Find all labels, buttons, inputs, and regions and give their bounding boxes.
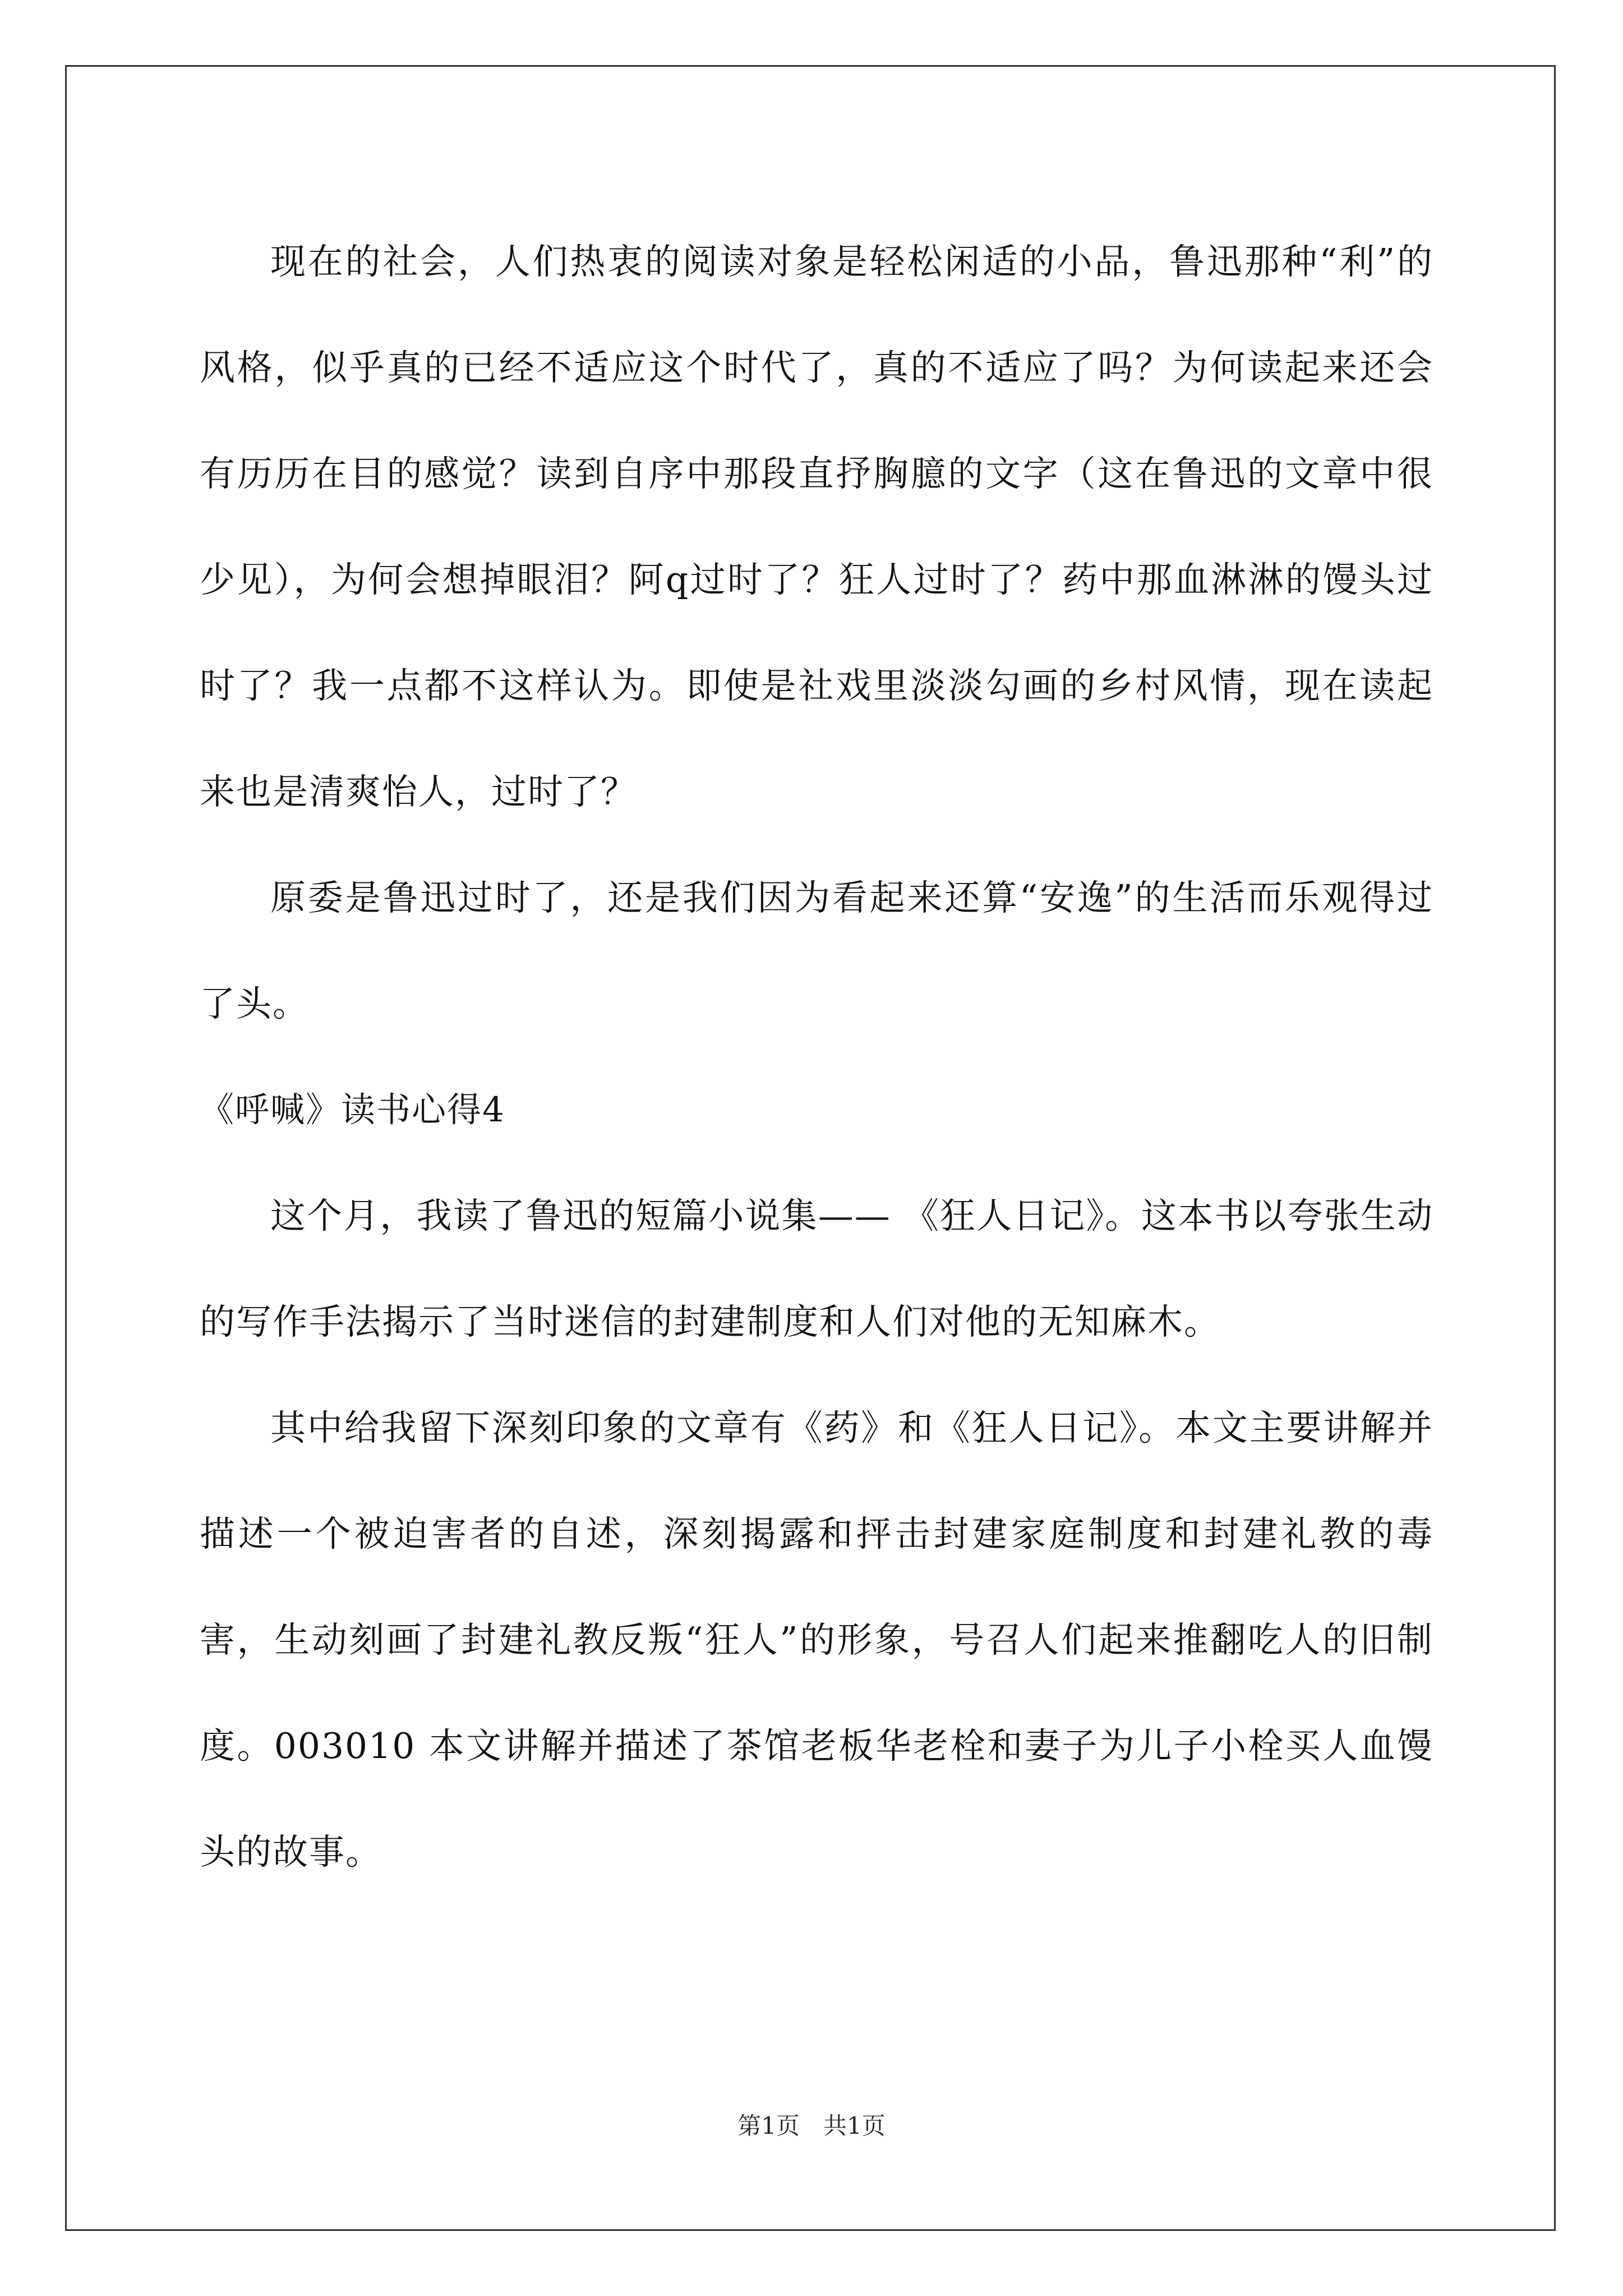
paragraph: 现在的社会，人们热衷的阅读对象是轻松闲适的小品，鲁迅那种“利”的风格，似乎真的已经不适应这个时代了，真的不适应了吗？为何读起来还会有历历在目的感觉？读到自序中那段直抒胸臆的文字（这在鲁迅的文章中很少见），为何会想掉眼泪？阿q过时了？狂人过时了？药中那血淋淋的馒头过时了？我一点都不这样认为。即使是社戏里淡淡勾画的乡村风情，现在读起来也是清爽怡人，过时了？ xyxy=(200,241,1433,812)
page-footer xyxy=(0,2109,1623,2143)
paragraph: 原委是鲁迅过时了，还是我们因为看起来还算“安逸”的生活而乐观得过了头。 xyxy=(200,877,1433,1024)
section-heading: 《呼喊》读书心得4 xyxy=(200,1090,505,1130)
paragraph: 其中给我留下深刻印象的文章有《药》和《狂人日记》。本文主要讲解并描述一个被迫害者的自述，深刻揭露和抨击封建家庭制度和封建礼教的毒害，生动刻画了封建礼教反叛“狂人”的形象，号召人们起来推翻吃人的旧制度。003010 本文讲解并描述了茶馆老板华老栓和妻子为儿子小栓买人血馒头的故事。 xyxy=(200,1407,1433,1872)
page-total: 共1页 xyxy=(823,2112,886,2139)
page-number: 第1页 xyxy=(737,2112,800,2139)
document-body xyxy=(200,209,1433,1905)
paragraph: 这个月，我读了鲁迅的短篇小说集—— 《狂人日记》。这本书以夸张生动的写作手法揭示了当时迷信的封建制度和人们对他的无知麻木。 xyxy=(200,1195,1433,1342)
